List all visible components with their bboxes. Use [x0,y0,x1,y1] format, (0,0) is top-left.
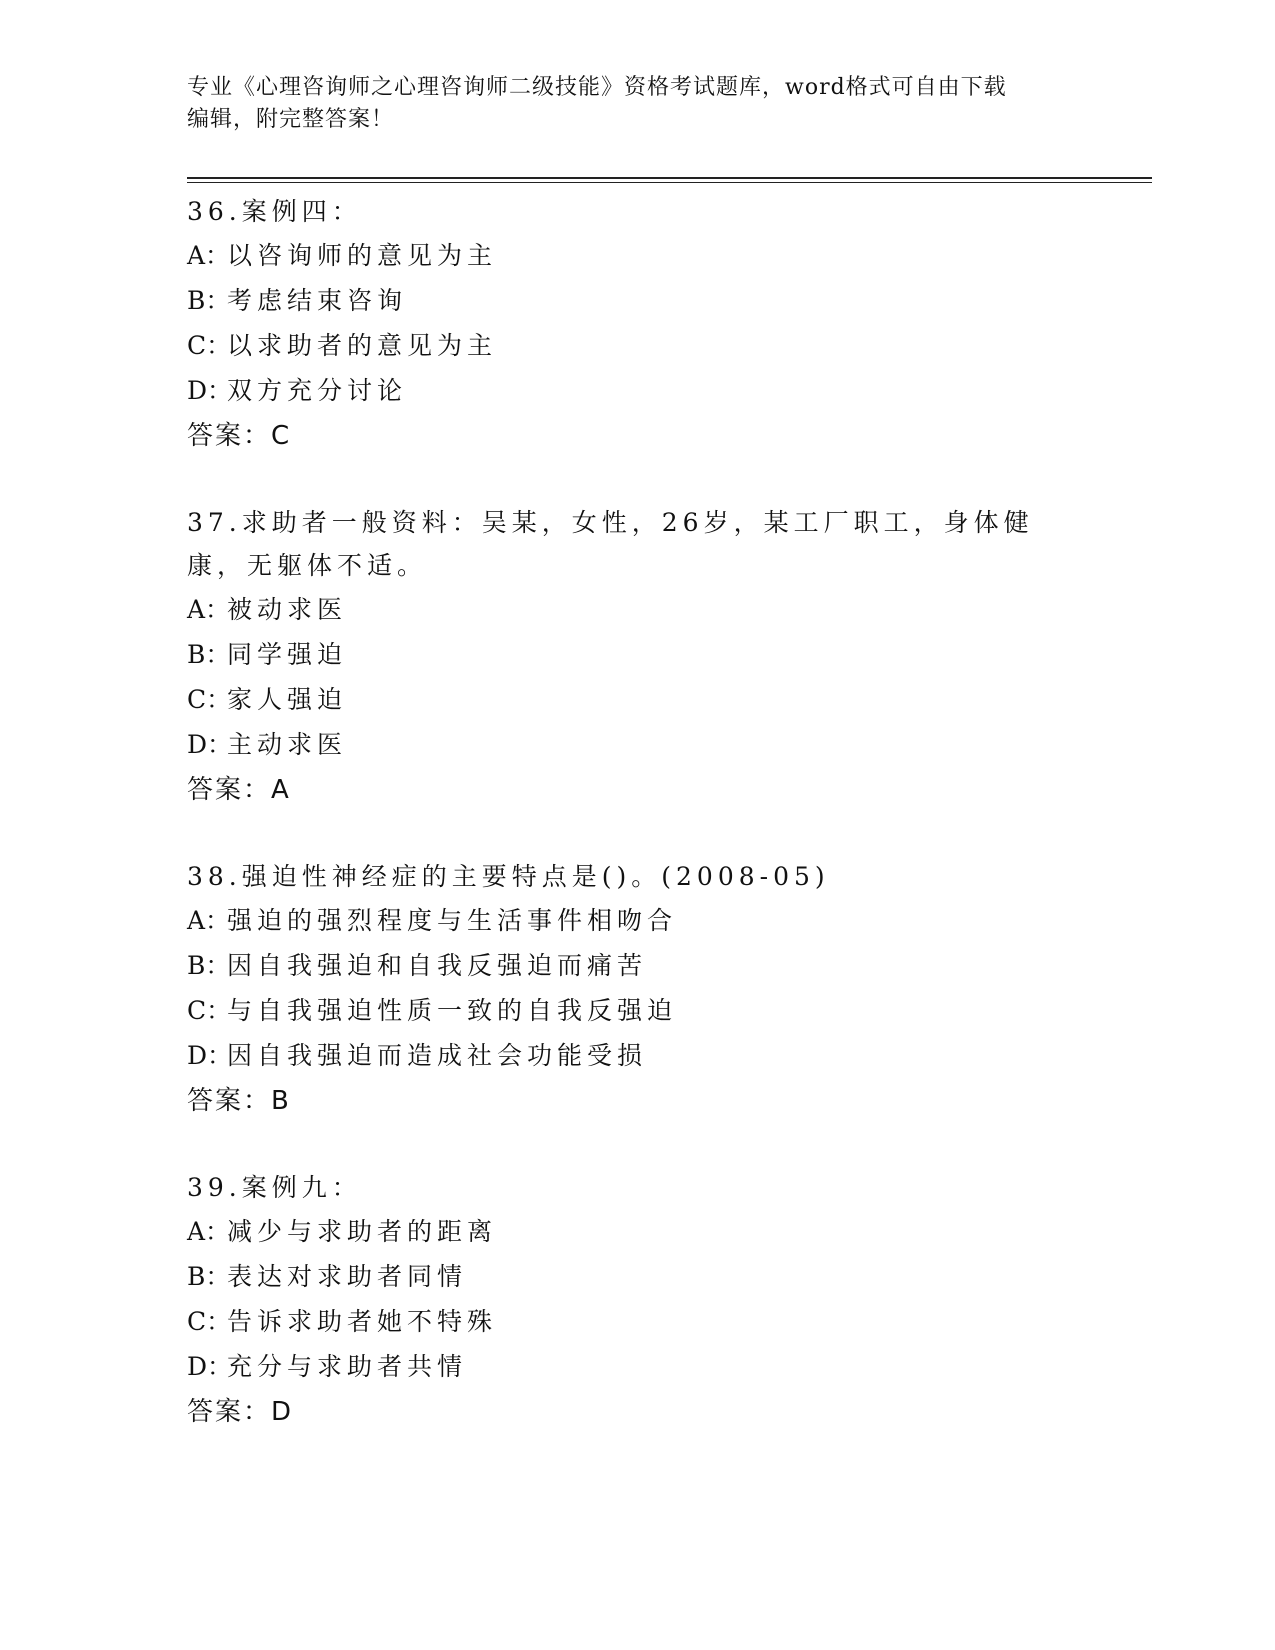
header-line-1: 专业《心理咨询师之心理咨询师二级技能》资格考试题库，word格式可自由下载 [187,75,1007,100]
option-c [187,1299,1087,1344]
option-key: B： [187,951,231,980]
option-text: 充分与求助者共情 [227,1352,468,1381]
option-b [187,632,1087,677]
option-b [187,278,1087,323]
question-39 [187,1166,1087,1435]
option-text: 以求助者的意见为主 [227,331,498,360]
question-stem: 36.案例四： [187,197,362,226]
option-text: 考虑结束咨询 [227,286,408,315]
option-text: 家人强迫 [227,685,348,714]
option-d [187,722,1087,767]
option-text: 强迫的强烈程度与生活事件相吻合 [227,906,678,935]
answer-line: 答案：B [187,1086,291,1116]
option-key: B： [187,1262,231,1291]
option-key: C： [187,685,232,714]
header-divider-thin [187,182,1152,183]
option-a [187,898,1087,943]
option-a [187,587,1087,632]
option-text: 因自我强迫而造成社会功能受损 [227,1041,648,1070]
document-header [187,72,1087,136]
option-text: 告诉求助者她不特殊 [227,1307,498,1336]
header-divider-thick [187,177,1152,179]
option-key: A： [187,1217,231,1246]
option-a [187,1209,1087,1254]
option-text: 减少与求助者的距离 [227,1217,498,1246]
option-text: 同学强迫 [227,640,348,669]
answer-line: 答案：C [187,421,292,451]
question-list [187,190,1087,1477]
option-key: C： [187,331,232,360]
option-key: D： [187,730,233,759]
option-key: A： [187,241,231,270]
option-c [187,988,1087,1033]
option-b [187,943,1087,988]
option-key: D： [187,1041,233,1070]
question-36 [187,190,1087,459]
option-text: 双方充分讨论 [227,376,408,405]
option-d [187,368,1087,413]
option-text: 与自我强迫性质一致的自我反强迫 [227,996,678,1025]
option-key: C： [187,996,232,1025]
option-key: B： [187,640,231,669]
option-d [187,1033,1087,1078]
question-38 [187,855,1087,1124]
question-37 [187,501,1087,813]
option-key: D： [187,376,233,405]
option-b [187,1254,1087,1299]
question-stem: 38.强迫性神经症的主要特点是()。(2008-05) [187,862,830,891]
option-text: 被动求医 [227,595,348,624]
option-text: 以咨询师的意见为主 [227,241,498,270]
header-line-2: 编辑，附完整答案！ [187,107,395,132]
option-c [187,677,1087,722]
question-stem: 39.案例九： [187,1173,362,1202]
option-text: 主动求医 [227,730,348,759]
answer-line: 答案：D [187,1397,294,1427]
question-stem: 37.求助者一般资料：吴某，女性，26岁，某工厂职工，身体健康，无躯体不适。 [187,508,1034,580]
option-c [187,323,1087,368]
option-key: A： [187,595,231,624]
answer-line: 答案：A [187,775,291,805]
option-key: C： [187,1307,232,1336]
option-text: 因自我强迫和自我反强迫而痛苦 [227,951,648,980]
option-key: B： [187,286,231,315]
option-text: 表达对求助者同情 [227,1262,468,1291]
option-a [187,233,1087,278]
option-key: A： [187,906,231,935]
option-key: D： [187,1352,233,1381]
option-d [187,1344,1087,1389]
